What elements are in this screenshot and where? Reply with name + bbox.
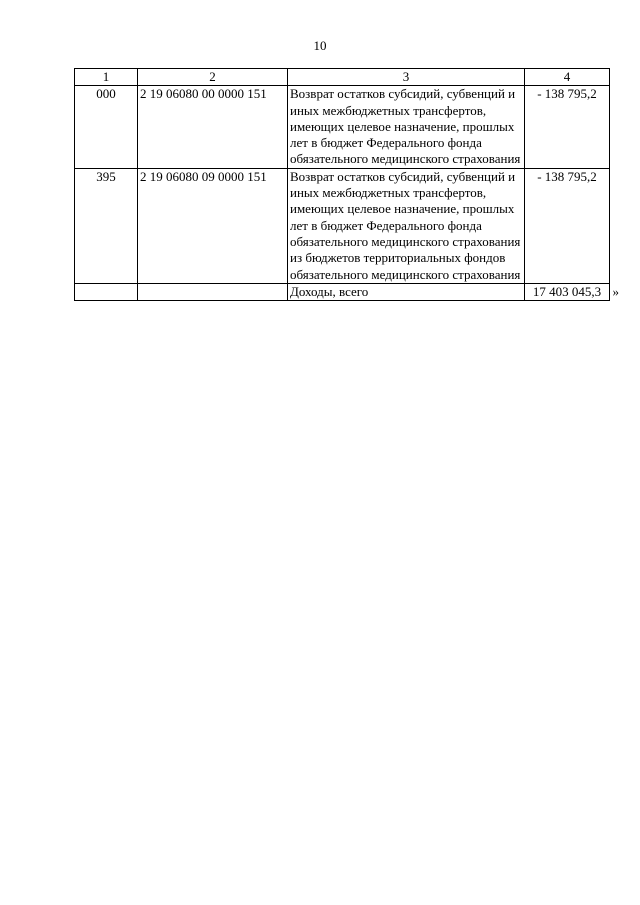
- total-amount-cell: [525, 283, 619, 300]
- column-header-1: 1: [75, 69, 138, 86]
- column-header-2: 2: [138, 69, 288, 86]
- admin-code-cell: 395: [75, 168, 138, 283]
- table-header-row: [75, 69, 610, 86]
- column-header-4: 4: [525, 69, 610, 86]
- table-row: [75, 86, 610, 168]
- kbk-code-cell: 2 19 06080 09 0000 151: [138, 168, 288, 283]
- closing-quote: »: [612, 283, 619, 299]
- page-number: 10: [313, 38, 327, 53]
- total-code-cell: [75, 283, 138, 300]
- income-name-cell: Возврат остатков субсидий, субвенций и иных межбюджетных трансфертов, имеющих целевое назначение, прошлых лет в бюджет Федерального фонда обязательного медицинского страхования: [288, 86, 525, 168]
- amount-cell: - 138 795,2: [525, 168, 610, 283]
- total-amount: 17 403 045,3: [532, 283, 602, 299]
- total-label-cell: Доходы, всего: [288, 283, 525, 300]
- column-header-3: 3: [288, 69, 525, 86]
- total-kbk-cell: [138, 283, 288, 300]
- table-row: [75, 168, 610, 283]
- admin-code-cell: 000: [75, 86, 138, 168]
- income-name-cell: Возврат остатков субсидий, субвенций и иных межбюджетных трансфертов, имеющих целевое назначение, прошлых лет в бюджет Федерального фонда обязательного медицинского страхования из бюджетов территориальных фондов обязательного медицинского страхования: [288, 168, 525, 283]
- total-row: [75, 283, 610, 300]
- amount-cell: - 138 795,2: [525, 86, 610, 168]
- budget-table: [74, 68, 619, 301]
- kbk-code-cell: 2 19 06080 00 0000 151: [138, 86, 288, 168]
